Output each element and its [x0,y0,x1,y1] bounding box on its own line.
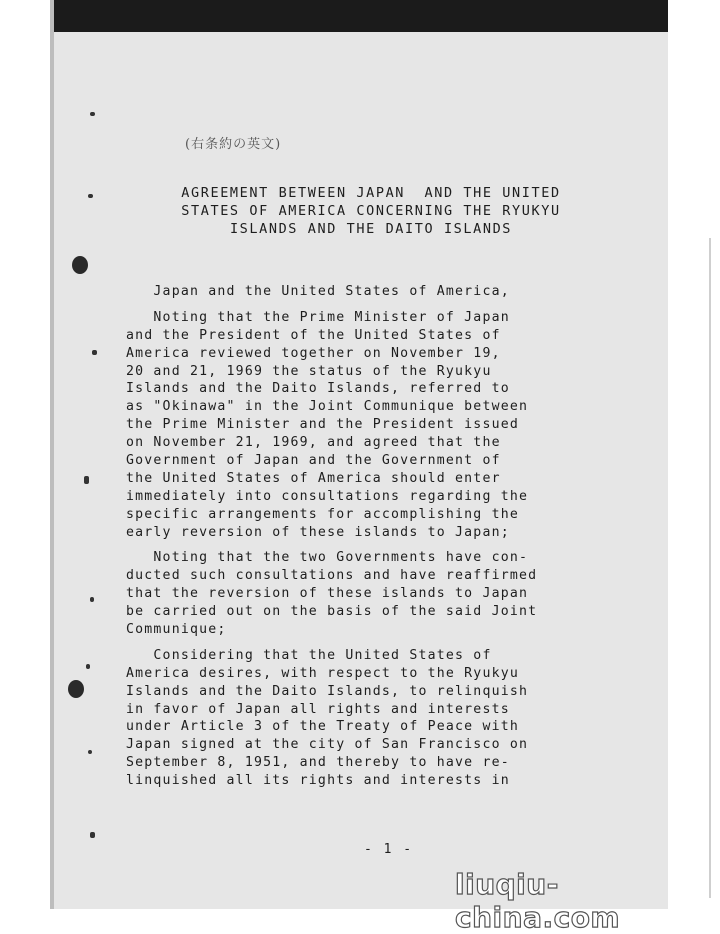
scan-mark [84,476,89,484]
scan-mark [92,350,97,355]
scan-mark [90,597,94,602]
scan-mark [88,194,93,198]
binder-hole [68,680,84,698]
text-line: as "Okinawa" in the Joint Communique between [126,399,529,415]
text-line: Japan and the United States of America, [126,284,510,299]
text-line: immediately into consultations regarding the [126,488,529,504]
scan-mark [90,112,95,116]
title-line: AGREEMENT BETWEEN JAPAN AND THE UNITED [181,185,561,201]
text-line: under Article 3 of the Treaty of Peace with [126,719,520,735]
text-line: linquished all its rights and interests in [126,773,510,789]
text-line: be carried out on the basis of the said Joint [126,604,538,620]
scrollbar-track[interactable] [709,238,711,898]
binder-hole [72,256,88,274]
text-line: and the President of the United States of [126,327,501,343]
text-line: America desires, with respect to the Ryukyu [126,665,520,681]
text-line: ducted such consultations and have reaffirmed [126,568,538,584]
text-line: in favor of Japan all rights and interests [126,701,510,717]
text-line: September 8, 1951, and thereby to have re- [126,755,510,771]
text-line: Considering that the United States of [126,647,492,663]
scan-mark [90,832,95,838]
text-line: Noting that the two Governments have con- [126,550,529,566]
text-line: Noting that the Prime Minister of Japan [126,309,510,325]
title-line: STATES OF AMERICA CONCERNING THE RYUKYU [181,203,561,219]
text-line: Islands and the Daito Islands, to relinquish [126,683,529,699]
agreement-title [126,184,616,238]
scan-mark [86,664,90,669]
text-line: America reviewed together on November 19, [126,345,501,361]
text-line: Japan signed at the city of San Francisco on [126,737,529,753]
text-line: the Prime Minister and the President issued [126,417,520,433]
text-line: Communique; [126,622,227,638]
agreement-body [126,283,616,790]
watermark: liuqiu-china.com [455,868,621,934]
text-line: 20 and 21, 1969 the status of the Ryukyu [126,363,492,379]
scan-mark [88,750,92,754]
text-line: specific arrangements for accomplishing the [126,506,520,522]
text-line: Islands and the Daito Islands, referred to [126,381,510,397]
japanese-annotation: (右条約の英文) [185,137,282,152]
text-line: early reversion of these islands to Japan; [126,524,510,540]
title-line: ISLANDS AND THE DAITO ISLANDS [229,221,513,237]
text-line: Government of Japan and the Government of [126,453,501,469]
scan-top-shadow [54,0,668,32]
page-number: - 1 - [364,842,414,857]
text-line: that the reversion of these islands to Japan [126,586,529,602]
text-line: the United States of America should enter [126,470,501,486]
text-line: on November 21, 1969, and agreed that the [126,435,501,451]
